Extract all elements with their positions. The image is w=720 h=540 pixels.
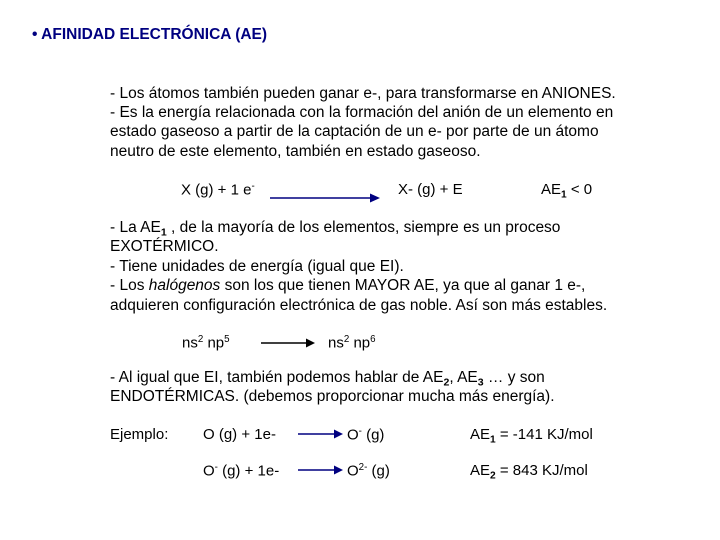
example-label: Ejemplo: — [110, 426, 169, 443]
example-row2-ae-value: = 843 KJ/mol — [495, 462, 588, 479]
example-row2-reactant-sup: - — [214, 462, 218, 473]
endo-line-1-a: - Al igual que EI, también podemos hablar de AE — [110, 369, 444, 386]
mid-line-4-b: son los que tienen MAYOR AE, ya que al ganar 1 e-, — [220, 277, 586, 294]
config-right-sup1: 2 — [343, 334, 350, 345]
example-row2-ae-label: AE — [470, 462, 491, 479]
mid-line-2: EXOTÉRMICO. — [110, 238, 219, 255]
example-row2-ae — [470, 462, 588, 482]
config-right — [328, 334, 376, 351]
example-row2-reactant — [203, 462, 279, 479]
example-row1-reactant: O (g) + 1e- — [203, 426, 276, 443]
config-left-a: ns — [182, 334, 198, 352]
endo-line-1-b: , AE — [449, 369, 478, 386]
mid-line-1-sub: 1 — [160, 226, 167, 239]
endo-line-1-c: … y son — [483, 369, 545, 386]
eq1-reactants — [181, 181, 255, 198]
endo-line-1-sub1: 2 — [443, 376, 450, 389]
eq1-ae-label: AE — [541, 181, 562, 198]
config-left-sup2: 5 — [224, 334, 230, 345]
example-row2-reactant-a: O — [203, 462, 215, 480]
intro-line-1: - Los átomos también pueden ganar e-, para transformarse en ANIONES. — [110, 85, 616, 102]
mid-line-4-a: - Los — [110, 277, 149, 294]
eq1-arrow — [270, 192, 380, 204]
example-row2-ae-sub: 2 — [490, 470, 496, 482]
mid-line-3: - Tiene unidades de energía (igual que EI). — [110, 258, 404, 275]
example-row1-product-tail: (g) — [361, 426, 385, 444]
page-title: • AFINIDAD ELECTRÓNICA (AE) — [32, 26, 268, 43]
config-left-sup1: 2 — [197, 334, 204, 345]
example-row1-product-a: O — [347, 426, 359, 444]
intro-line-2: - Es la energía relacionada con la formación del anión de un elemento en — [110, 104, 614, 121]
example-row1-ae-value: = -141 KJ/mol — [495, 426, 593, 443]
config-arrow — [261, 337, 315, 349]
config-right-a: ns — [328, 334, 344, 352]
endo-line-1-sub2: 3 — [477, 376, 484, 389]
config-right-b: np — [349, 334, 371, 352]
example-row2-product — [347, 462, 390, 479]
example-row2-product-tail: (g) — [367, 462, 390, 480]
mid-line-4 — [110, 276, 585, 296]
config-right-sup2: 6 — [370, 334, 376, 345]
mid-line-1-a: - La AE — [110, 219, 161, 236]
eq1-left-sup: - — [251, 181, 255, 192]
eq1-ae-tail: < 0 — [566, 181, 593, 198]
intro-line-4: neutro de este elemento, también en estado gaseoso. — [110, 143, 481, 160]
example-row2-arrow — [298, 464, 343, 476]
example-row1-ae-sub: 1 — [490, 434, 496, 446]
intro-line-3: estado gaseoso a partir de la captación de un e- por parte de un átomo — [110, 123, 599, 140]
mid-line-4-italic: halógenos — [148, 277, 221, 294]
endo-line-2: ENDOTÉRMICAS. (debemos proporcionar mucha más energía). — [110, 388, 555, 405]
config-left-b: np — [203, 334, 225, 352]
example-row2-reactant-b: (g) + 1e- — [217, 462, 280, 480]
example-row1-ae-label: AE — [470, 426, 491, 443]
example-row1-ae — [470, 426, 593, 446]
eq1-ae-sub: 1 — [561, 189, 567, 201]
example-row1-arrow — [298, 428, 343, 440]
example-row2-product-a: O — [347, 462, 359, 480]
config-left — [182, 334, 230, 351]
example-row2-product-sup: 2- — [358, 462, 368, 473]
mid-line-5: adquieren configuración electrónica de gas noble. Así son más estables. — [110, 297, 608, 314]
mid-line-1-b: , de la mayoría de los elementos, siempre es un proceso — [166, 219, 561, 236]
example-row1-product-sup: - — [358, 426, 362, 437]
eq1-products: X- (g) + E — [398, 181, 463, 198]
eq1-left-text: X (g) + 1 e — [181, 181, 252, 199]
eq1-ae — [541, 181, 592, 201]
example-row1-product — [347, 426, 384, 443]
